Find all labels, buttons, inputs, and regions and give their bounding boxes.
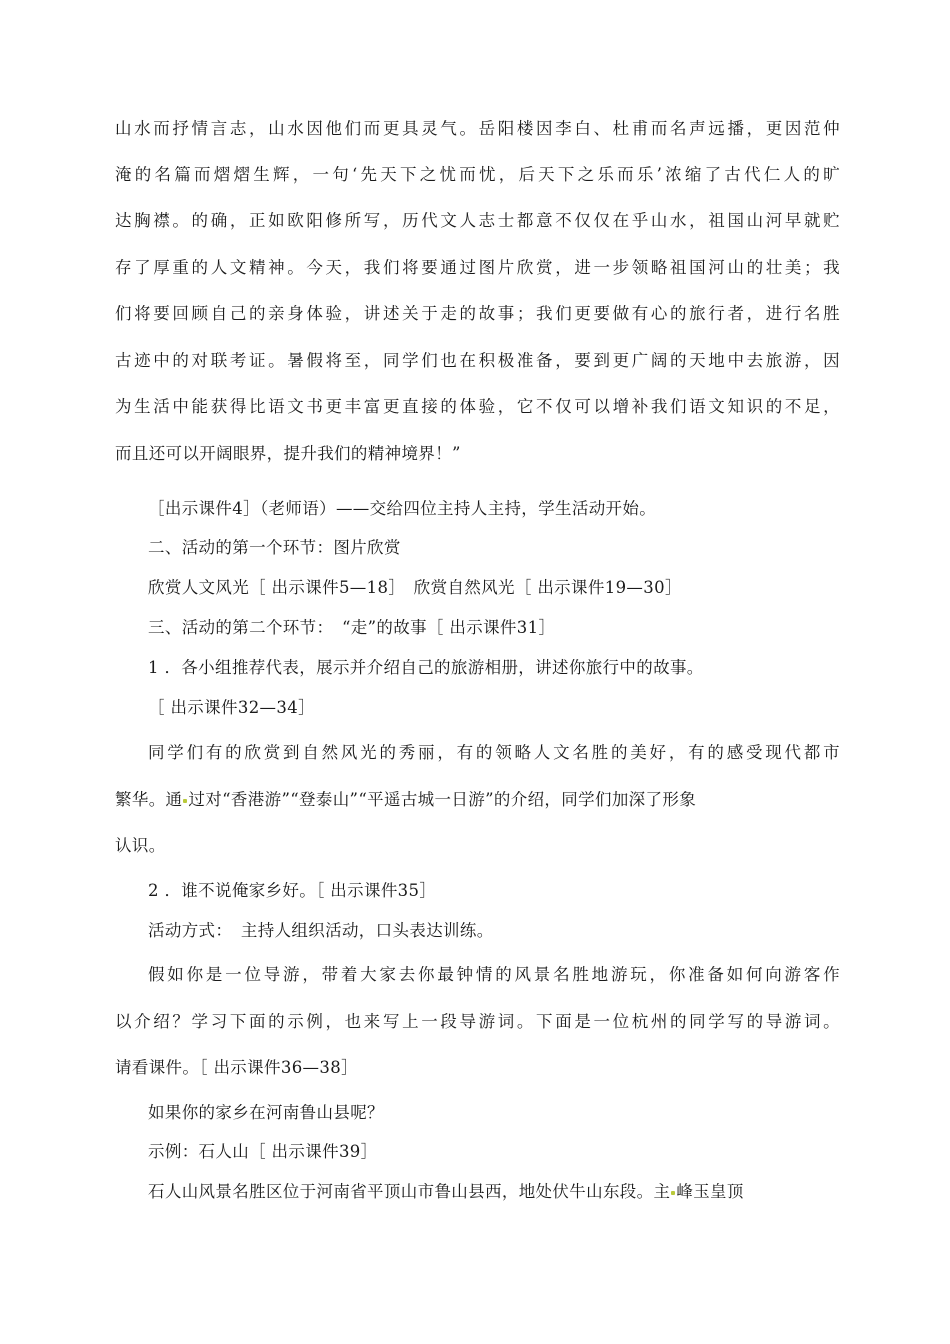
paragraph-line: 认识。	[115, 836, 166, 855]
paragraph-line: 假如你是一位导游，带着大家去你最钟情的风景名胜地游玩，你准备如何向游客作	[148, 965, 840, 984]
paragraph-line: 为生活中能获得比语文书更丰富更直接的体验，它不仅可以增补我们语文知识的不足，	[115, 397, 840, 416]
paragraph-line: 存了厚重的人文精神。今天，我们将要通过图片欣赏，进一步领略祖国河山的壮美；我	[115, 258, 840, 277]
text-segment: 过对“香港游”“登泰山”“平遥古城一日游”的介绍，同学们加深了形象	[188, 790, 697, 809]
paragraph-line: 淹的名篇而熠熠生辉，一句‘先天下之忧而忧，后天下之乐而乐’浓缩了古代仁人的旷	[115, 165, 840, 184]
marker-dot	[183, 799, 187, 803]
courseware-note: ［ 出示课件32—34］	[148, 698, 315, 717]
paragraph-line	[115, 789, 840, 811]
paragraph-line: 们将要回顾自己的亲身体验，讲述关于走的故事；我们更要做有心的旅行者，进行名胜	[115, 304, 840, 323]
section-heading: 三、活动的第二个环节： “走”的故事［ 出示课件31］	[148, 618, 556, 637]
example-line: 示例：石人山［ 出示课件39］	[148, 1142, 378, 1161]
text-segment: 峰玉皇顶	[676, 1182, 744, 1201]
paragraph-line	[148, 1181, 840, 1203]
paragraph-line: 山水而抒情言志，山水因他们而更具灵气。岳阳楼因李白、杜甫而名声远播，更因范仲	[115, 119, 840, 138]
paragraph-line: 以介绍？学习下面的示例，也来写上一段导游词。下面是一位杭州的同学写的导游词。	[115, 1012, 840, 1031]
paragraph-line: 达胸襟。的确，正如欧阳修所写，历代文人志士都意不仅仅在乎山水，祖国山河早就贮	[115, 211, 840, 230]
list-item: 1 ．各小组推荐代表，展示并介绍自己的旅游相册，讲述你旅行中的故事。	[148, 658, 704, 677]
section-heading: 二、活动的第一个环节：图片欣赏	[148, 538, 401, 557]
list-item: 2 ．谁不说俺家乡好。［ 出示课件35］	[148, 881, 437, 900]
method-line: 活动方式： 主持人组织活动，口头表达训练。	[148, 921, 494, 940]
text-segment: 繁华。通	[115, 790, 183, 809]
courseware-note: ［出示课件4］（老师语）——交给四位主持人主持，学生活动开始。	[148, 499, 657, 518]
question-line: 如果你的家乡在河南鲁山县呢？	[148, 1103, 384, 1122]
marker-dot	[671, 1191, 675, 1195]
appreciate-line: 欣赏人文风光［ 出示课件5—18］ 欣赏自然风光［ 出示课件19—30］	[148, 578, 682, 597]
paragraph-line: 同学们有的欣赏到自然风光的秀丽，有的领略人文名胜的美好，有的感受现代都市	[148, 743, 840, 762]
paragraph-line: 而且还可以开阔眼界，提升我们的精神境界！”	[115, 444, 461, 463]
paragraph-line: 请看课件。［ 出示课件36—38］	[115, 1058, 358, 1077]
text-segment: 石人山风景名胜区位于河南省平顶山市鲁山县西，地处伏牛山东段。主	[148, 1182, 671, 1201]
paragraph-line: 古迹中的对联考证。暑假将至，同学们也在积极准备，要到更广阔的天地中去旅游，因	[115, 351, 840, 370]
